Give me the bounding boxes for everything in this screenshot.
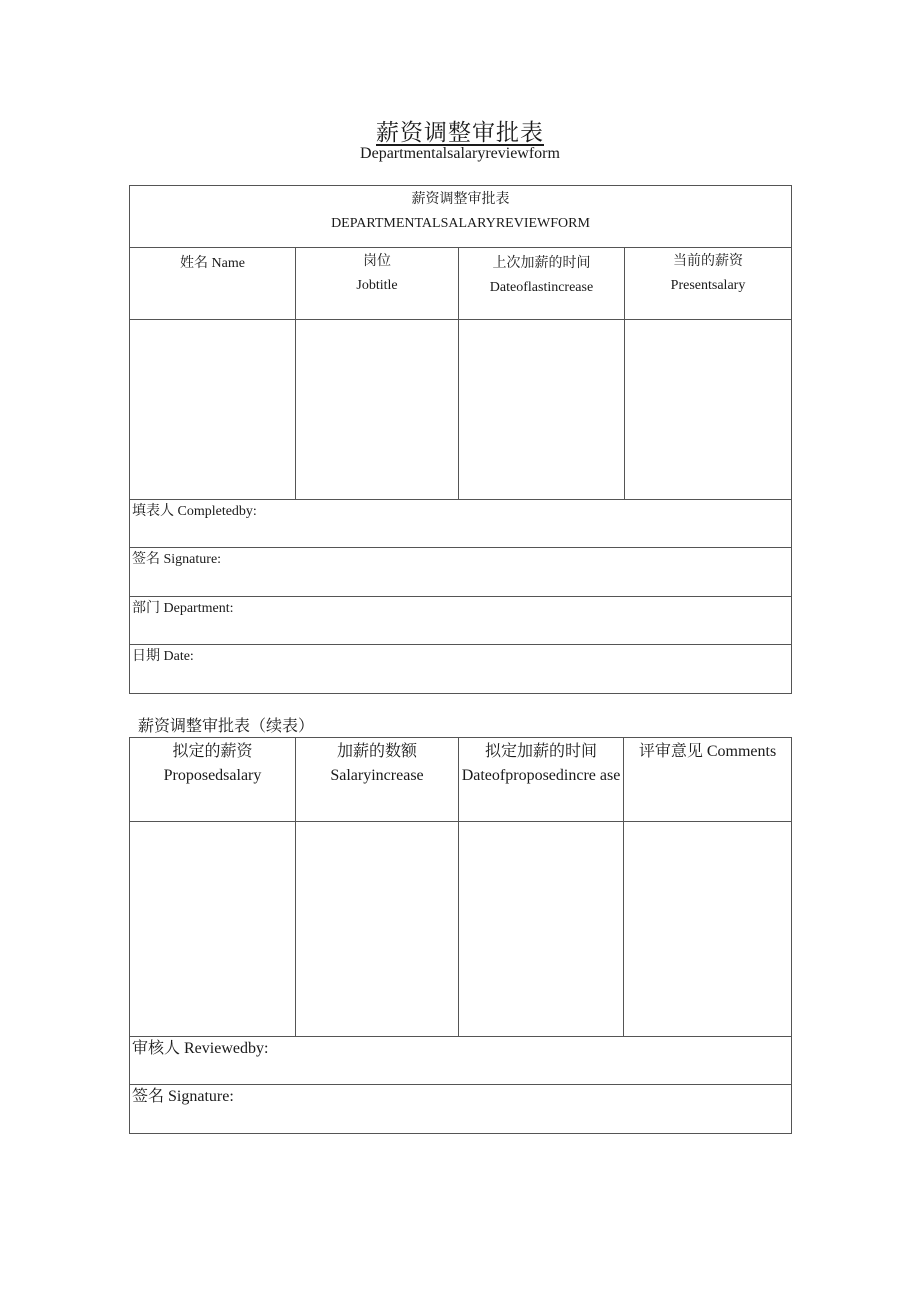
table-heading-en: DEPARTMENTALSALARYREVIEWFORM [331,216,590,231]
reviewed-by-field[interactable]: 审核人 Reviewedby: [130,1037,792,1085]
reviewer-signature-field[interactable]: 签名 Signature: [130,1085,792,1134]
completed-by-field[interactable]: 填表人 Completedby: [130,500,792,548]
name-entry-cell[interactable] [130,320,296,500]
present-salary-entry-cell[interactable] [625,320,792,500]
last-increase-date-entry-cell[interactable] [459,320,625,500]
column-header-job-title: 岗位 Jobtitle [296,248,459,320]
page-subtitle: Departmentalsalaryreviewform [360,145,560,162]
job-title-entry-cell[interactable] [296,320,459,500]
column-header-comments: 评审意见 Comments [624,738,792,822]
page-title: 薪资调整审批表 [376,120,544,145]
salary-review-continuation-table [129,737,792,1134]
date-field[interactable]: 日期 Date: [130,645,792,694]
table-heading [130,186,792,248]
comments-entry-cell[interactable] [624,822,792,1037]
department-field[interactable]: 部门 Department: [130,597,792,645]
table-heading-zh: 薪资调整审批表 [411,192,510,207]
salary-increase-entry-cell[interactable] [296,822,459,1037]
signature-field[interactable]: 签名 Signature: [130,548,792,597]
proposed-increase-date-entry-cell[interactable] [459,822,624,1037]
column-header-salary-increase: 加薪的数额 Salaryincrease [296,738,459,822]
column-header-proposed-increase-date: 拟定加薪的时间 Dateofproposedincre ase [459,738,624,822]
column-header-last-increase-date: 上次加薪的时间 Dateoflastincrease [459,248,625,320]
column-header-name: 姓名 Name [130,248,296,320]
proposed-salary-entry-cell[interactable] [130,822,296,1037]
column-header-present-salary: 当前的薪资 Presentsalary [625,248,792,320]
continuation-caption: 薪资调整审批表（续表） [138,718,315,735]
column-header-proposed-salary: 拟定的薪资 Proposedsalary [130,738,296,822]
salary-review-table [129,185,792,694]
